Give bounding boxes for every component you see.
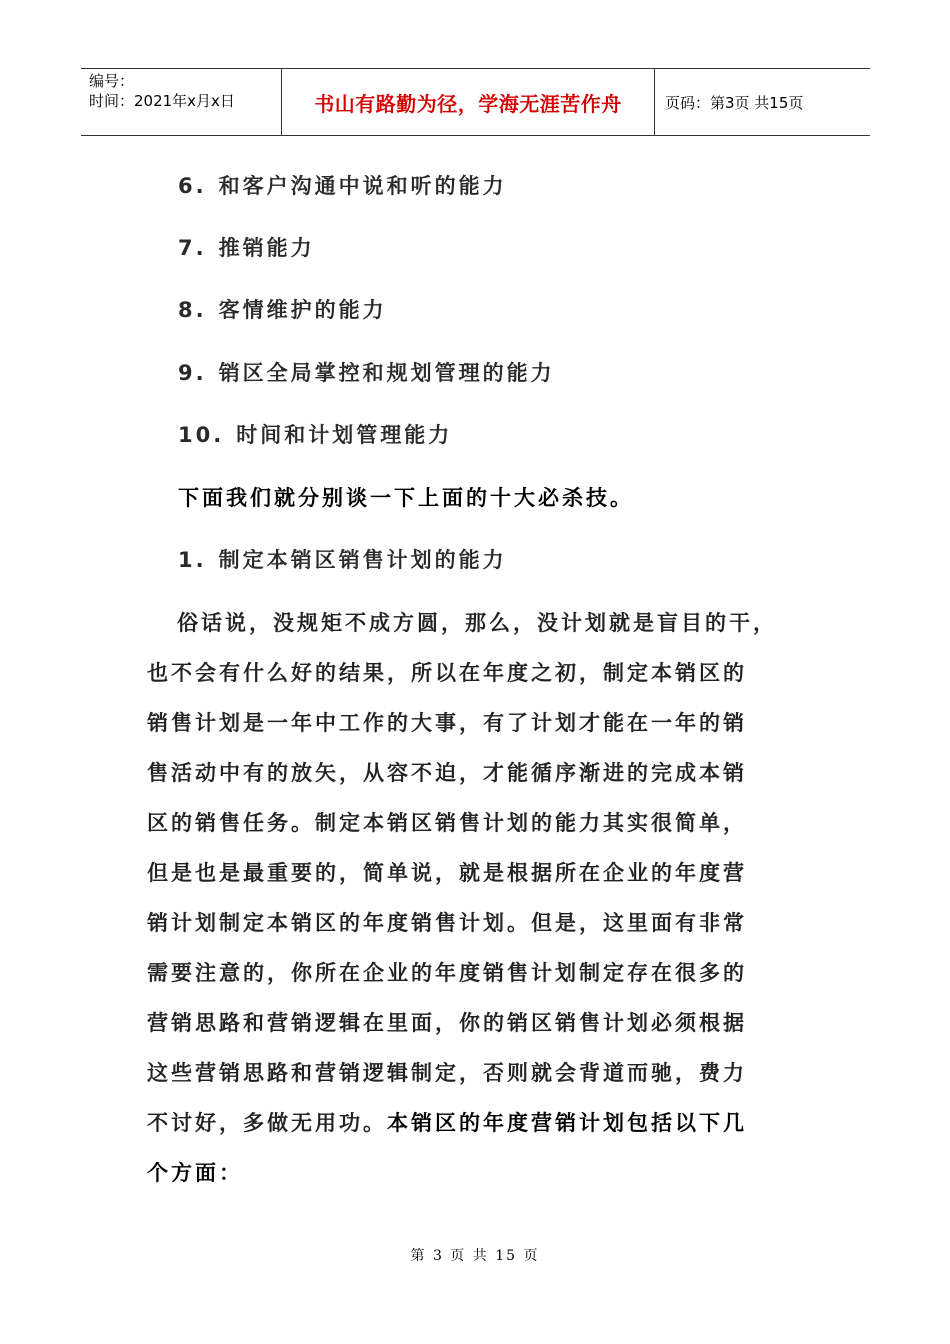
paragraph-line: 营销思路和营销逻辑在里面，你的销区销售计划必须根据 — [147, 1011, 747, 1035]
paragraph-line: 俗话说，没规矩不成方圆，那么，没计划就是盲目的干， — [177, 611, 777, 635]
list-item-text: 推销能力 — [218, 236, 315, 260]
section-number: 1. — [178, 548, 207, 572]
list-item-number: 9. — [178, 361, 207, 385]
paragraph-line: 需要注意的，你所在企业的年度销售计划制定存在很多的 — [147, 961, 747, 985]
list-item — [178, 294, 387, 324]
list-item-number: 8. — [178, 298, 207, 322]
header-meta — [81, 69, 282, 135]
paragraph-emphasis: 本销区的年度营销计划包括以下几 — [387, 1111, 747, 1135]
list-item-number: 6. — [178, 174, 207, 198]
paragraph-line: 销计划制定本销区的年度销售计划。但是，这里面有非常 — [147, 911, 747, 935]
list-item-text: 客情维护的能力 — [218, 298, 387, 322]
list-item — [178, 419, 452, 449]
list-item-text: 时间和计划管理能力 — [236, 423, 453, 447]
list-item — [178, 170, 507, 200]
intro-sentence: 下面我们就分别谈一下上面的十大必杀技。 — [178, 486, 634, 510]
number-label: 编号： — [89, 72, 135, 90]
list-item-text: 销区全局掌控和规划管理的能力 — [218, 361, 555, 385]
body-paragraph — [147, 598, 777, 1198]
section-heading — [178, 544, 507, 574]
list-item — [178, 232, 315, 262]
paragraph-line: 这些营销思路和营销逻辑制定，否则就会背道而驰，费力 — [147, 1061, 747, 1085]
paragraph-text: 不讨好，多做无用功。 — [147, 1111, 387, 1135]
paragraph-emphasis-end: 个方面： — [147, 1161, 243, 1185]
time-label: 时间：2021年x月x日 — [89, 92, 235, 110]
header-page-info: 页码：第3页 共15页 — [665, 93, 804, 112]
page-footer: 第 3 页 共 15 页 — [410, 1248, 540, 1264]
list-item-text: 和客户沟通中说和听的能力 — [218, 174, 507, 198]
paragraph-line: 销售计划是一年中工作的大事，有了计划才能在一年的销 — [147, 711, 747, 735]
section-title: 制定本销区销售计划的能力 — [218, 548, 507, 572]
paragraph-line: 但是也是最重要的，简单说，就是根据所在企业的年度营 — [147, 861, 747, 885]
list-item-number: 7. — [178, 236, 207, 260]
paragraph-line: 区的销售任务。制定本销区销售计划的能力其实很简单， — [147, 811, 747, 835]
paragraph-line: 售活动中有的放矢，从容不迫，才能循序渐进的完成本销 — [147, 761, 747, 785]
header-motto: 书山有路勤为径，学海无涯苦作舟 — [282, 69, 655, 135]
list-item-number: 10. — [178, 423, 225, 447]
list-item — [178, 357, 555, 387]
paragraph-line — [147, 1098, 777, 1148]
paragraph-line: 也不会有什么好的结果，所以在年度之初，制定本销区的 — [147, 661, 747, 685]
page-header — [81, 68, 870, 136]
